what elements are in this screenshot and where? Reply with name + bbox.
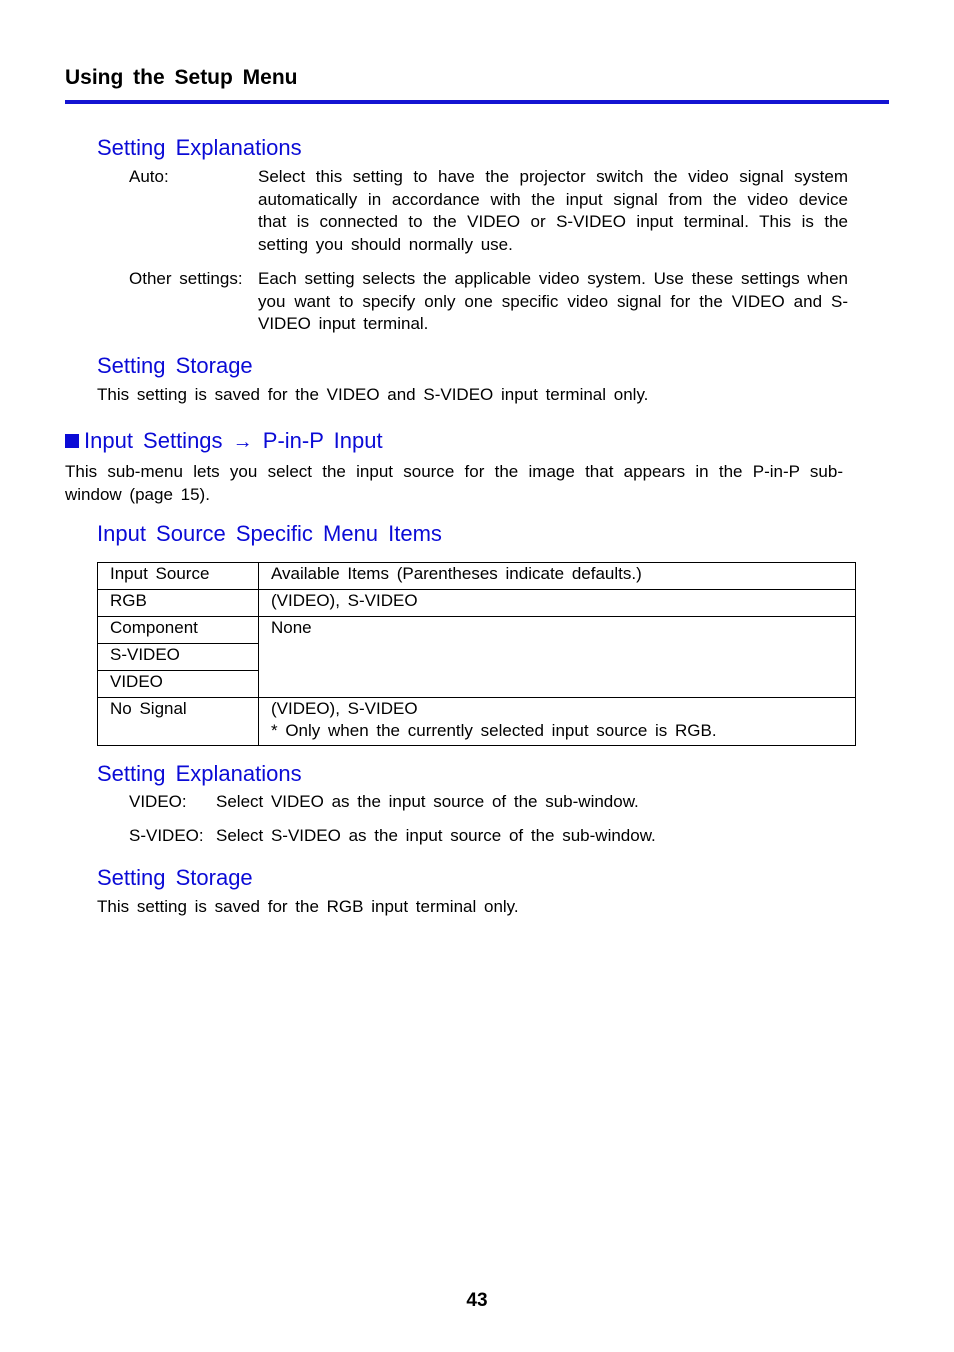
- section-title-part2: P-in-P Input: [262, 428, 383, 453]
- setting-storage-text-2: This setting is saved for the RGB input terminal only.: [97, 897, 519, 916]
- cell-items-value: (VIDEO), S-VIDEO: [271, 699, 418, 718]
- cell-source: Component: [98, 617, 259, 644]
- page-number: 43: [466, 1290, 488, 1311]
- square-bullet-icon: [65, 434, 79, 448]
- cell-items: [259, 698, 856, 746]
- setting-explanations-heading: Setting Explanations: [97, 135, 302, 160]
- input-source-menu-items-heading: Input Source Specific Menu Items: [97, 521, 442, 546]
- desc-s-video: Select S-VIDEO as the input source of the sub-window.: [216, 826, 656, 845]
- term-s-video: S-VIDEO:: [129, 826, 204, 845]
- section-intro: This sub-menu lets you select the input source for the image that appears in the P-in-P sub-window (page 15).: [65, 462, 843, 504]
- desc-auto: Select this setting to have the projector switch the video signal system automatically in accordance with the input signal from the video device that is connected to the VIDEO or S-VIDEO input terminal. This is the setting you should normally use.: [258, 167, 848, 255]
- header-available-items: Available Items (Parentheses indicate defaults.): [259, 563, 856, 590]
- table-row: [98, 590, 856, 617]
- table-row: [98, 698, 856, 746]
- cell-source: RGB: [98, 590, 259, 617]
- term-video: VIDEO:: [129, 792, 187, 811]
- desc-video: Select VIDEO as the input source of the sub-window.: [216, 792, 639, 811]
- setting-explanations-heading-2: Setting Explanations: [97, 761, 302, 786]
- cell-items: None: [259, 617, 856, 698]
- desc-other-settings: Each setting selects the applicable video system. Use these settings when you want to specify only one specific video signal for the VIDEO and S-VIDEO input terminal.: [258, 269, 848, 334]
- header-rule: [65, 100, 889, 104]
- cell-source: S-VIDEO: [98, 644, 259, 671]
- setting-storage-text: This setting is saved for the VIDEO and S-VIDEO input terminal only.: [97, 385, 649, 404]
- term-auto: Auto:: [129, 167, 169, 186]
- cell-source: No Signal: [98, 698, 259, 746]
- section-title-part1: Input Settings: [84, 428, 223, 453]
- right-arrow-icon: →: [232, 431, 253, 453]
- header-input-source: Input Source: [98, 563, 259, 590]
- table-header-row: [98, 563, 856, 590]
- setting-storage-heading-2: Setting Storage: [97, 865, 253, 890]
- cell-items-note: * Only when the currently selected input source is RGB.: [271, 721, 717, 740]
- setting-storage-heading: Setting Storage: [97, 353, 253, 378]
- table-row: [98, 617, 856, 644]
- input-source-table: [97, 562, 856, 746]
- term-other-settings: Other settings:: [129, 269, 243, 288]
- page-header-title: Using the Setup Menu: [65, 66, 298, 89]
- cell-items: (VIDEO), S-VIDEO: [259, 590, 856, 617]
- cell-source: VIDEO: [98, 671, 259, 698]
- section-title-input-settings: [65, 428, 383, 454]
